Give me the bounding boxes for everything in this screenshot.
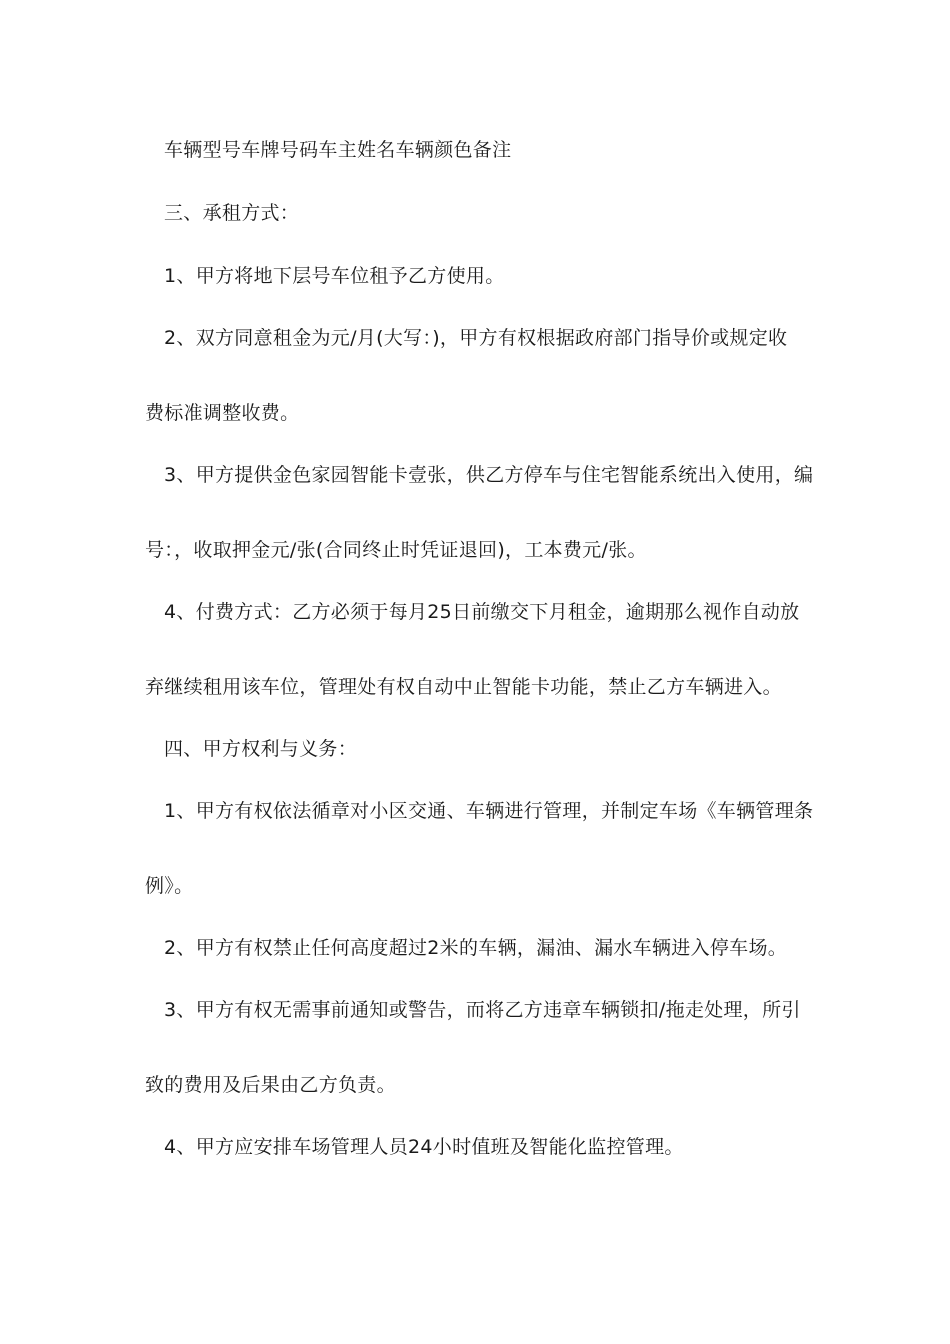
paragraph-line: 费标准调整收费。 [145,402,300,424]
table-header-line: 车辆型号车牌号码车主姓名车辆颜色备注 [164,139,512,161]
paragraph-line: 1、甲方有权依法循章对小区交通、车辆进行管理，并制定车场《车辆管理条 [164,800,814,822]
paragraph-line: 致的费用及后果由乙方负责。 [145,1074,396,1096]
paragraph-line: 4、甲方应安排车场管理人员24小时值班及智能化监控管理。 [164,1136,684,1158]
paragraph-line: 号：，收取押金元/张(合同终止时凭证退回)，工本费元/张。 [145,539,647,561]
paragraph-line: 2、双方同意租金为元/月(大写：)，甲方有权根据政府部门指导价或规定收 [164,327,788,349]
paragraph-line: 3、甲方有权无需事前通知或警告，而将乙方违章车辆锁扣/拖走处理，所引 [164,999,801,1021]
section-heading-party-a-rights: 四、甲方权利与义务： [164,738,358,760]
paragraph-line: 4、付费方式：乙方必须于每月25日前缴交下月租金，逾期那么视作自动放 [164,601,800,623]
section-heading-leasing-method: 三、承租方式： [164,202,300,224]
paragraph-line: 1、甲方将地下层号车位租予乙方使用。 [164,265,505,287]
paragraph-line: 2、甲方有权禁止任何高度超过2米的车辆，漏油、漏水车辆进入停车场。 [164,937,788,959]
paragraph-line: 3、甲方提供金色家园智能卡壹张，供乙方停车与住宅智能系统出入使用，编 [164,464,814,486]
paragraph-line: 例》。 [145,875,194,897]
paragraph-line: 弃继续租用该车位，管理处有权自动中止智能卡功能，禁止乙方车辆进入。 [145,676,782,698]
